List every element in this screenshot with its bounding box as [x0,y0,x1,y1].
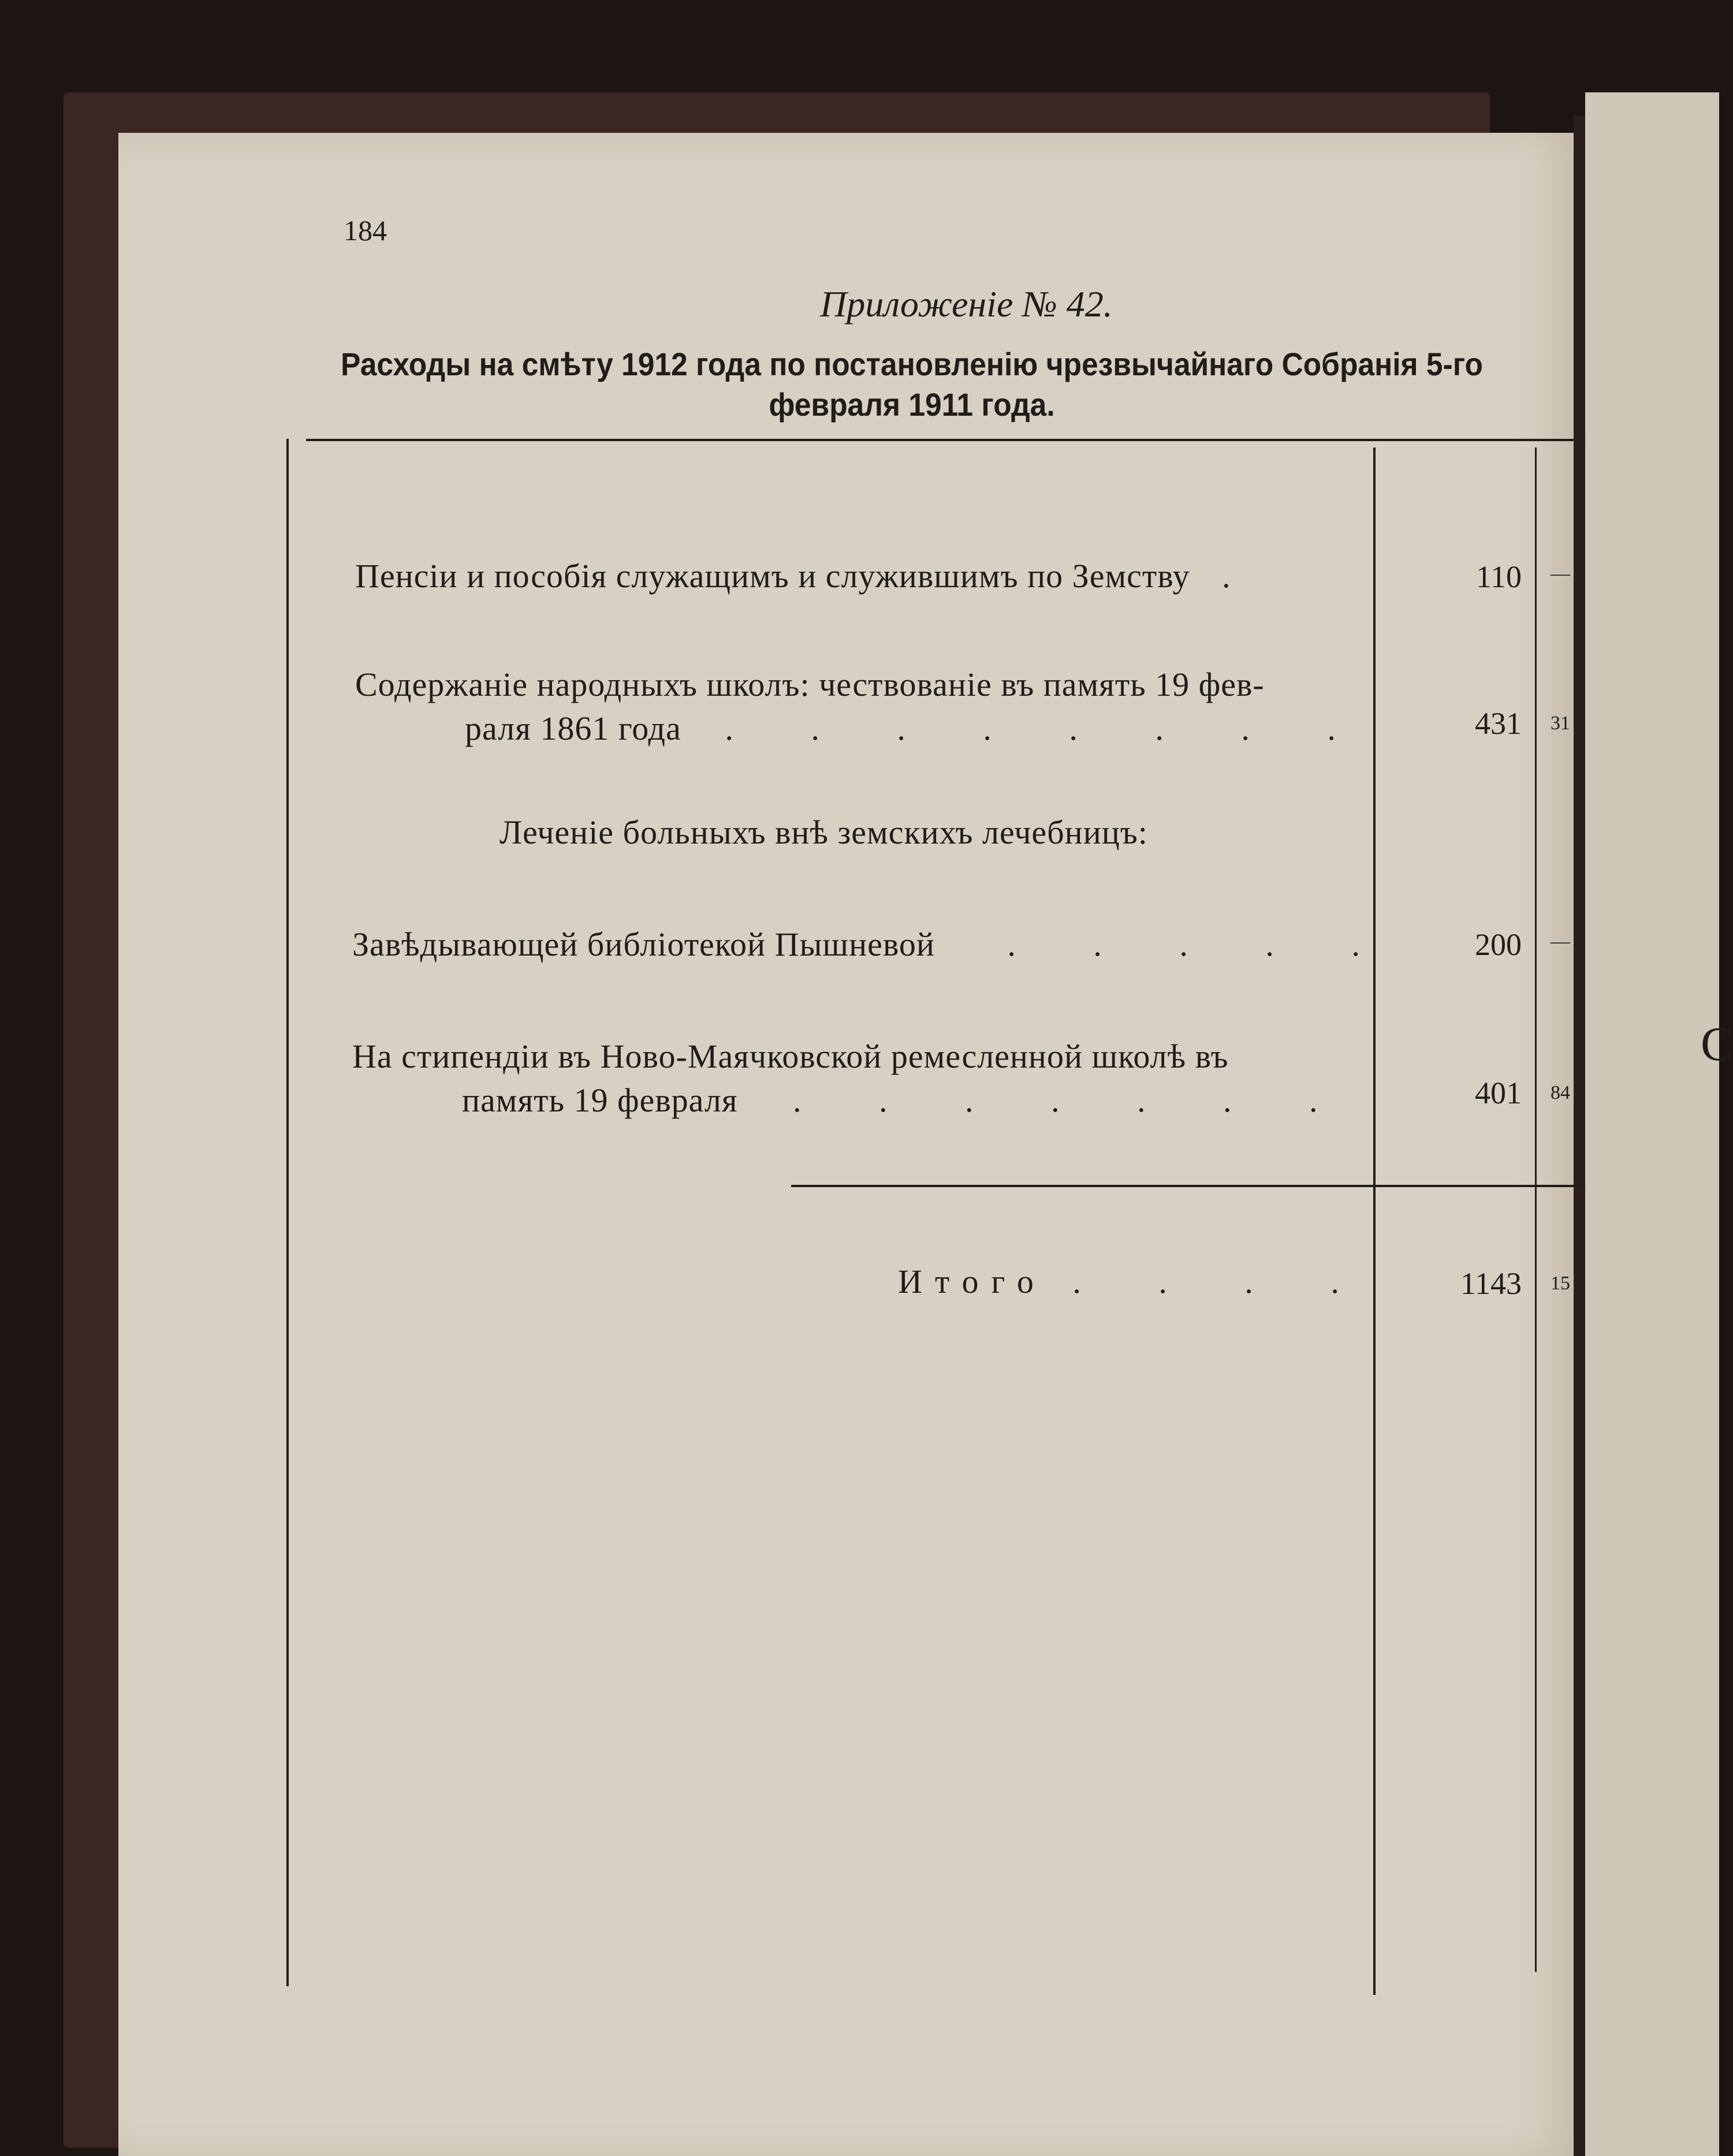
row-text: Пенсіи и пособія служащимъ и служившимъ по Земству [355,557,1190,595]
row-dots: . . . . . . . . [725,710,1370,747]
appendix-heading: Приложеніе № 42. [820,284,1113,324]
facing-page-letter: С [1701,1017,1733,1071]
row-text-line-1: На стипендіи въ Ново-Маячковской ремесленной школѣ въ [352,1038,1229,1075]
document-page [118,133,1574,2156]
total-rubles: 1143 [1460,1266,1522,1301]
title-line-1: Расходы на смѣту 1912 года по постановленію чрезвычайнаго Собранія 5-го [341,346,1483,382]
total-row [898,1260,1374,1304]
page-number: 184 [344,214,387,247]
title-line-2: февраля 1911 года. [769,386,1055,423]
table-row [355,554,1265,598]
page-title [341,344,1483,425]
row-text-line-1: Содержаніе народныхъ школъ: чествованіе въ память 19 фев- [355,666,1265,703]
row-rubles: 401 [1475,1076,1522,1110]
row-rubles: 200 [1475,927,1522,962]
table-row [352,1035,1352,1122]
total-dots: . . . . [1072,1263,1374,1300]
row-text: Завѣдывающей библіотекой Пышневой [352,926,935,963]
row-kopecks: — [1551,563,1570,584]
section-heading: Леченіе больныхъ внѣ земскихъ лечебницъ: [500,814,1148,851]
row-rubles: 431 [1475,706,1522,741]
row-dots: . . . . . [1007,926,1395,963]
row-kopecks: — [1551,931,1570,952]
total-label: Итого [898,1263,1046,1300]
table-left-rule [286,439,289,1986]
table-row [355,663,1370,751]
table-rubles-column-rule [1373,447,1376,1995]
table-kopecks-column-rule [1535,447,1537,1972]
table-row [352,923,1395,967]
row-dots: . . . . . . . [793,1081,1352,1119]
row-rubles: 110 [1476,559,1522,594]
row-kopecks: 31 [1551,713,1570,734]
row-kopecks: 84 [1551,1082,1570,1103]
total-rule [791,1185,1585,1187]
table-top-rule [306,439,1585,441]
total-kopecks: 15 [1551,1273,1570,1294]
row-dots: . [1222,557,1265,595]
facing-page [1585,92,1719,2156]
row-text-line-2: память 19 февраля [462,1081,738,1119]
row-text-line-2: раля 1861 года [465,710,681,747]
